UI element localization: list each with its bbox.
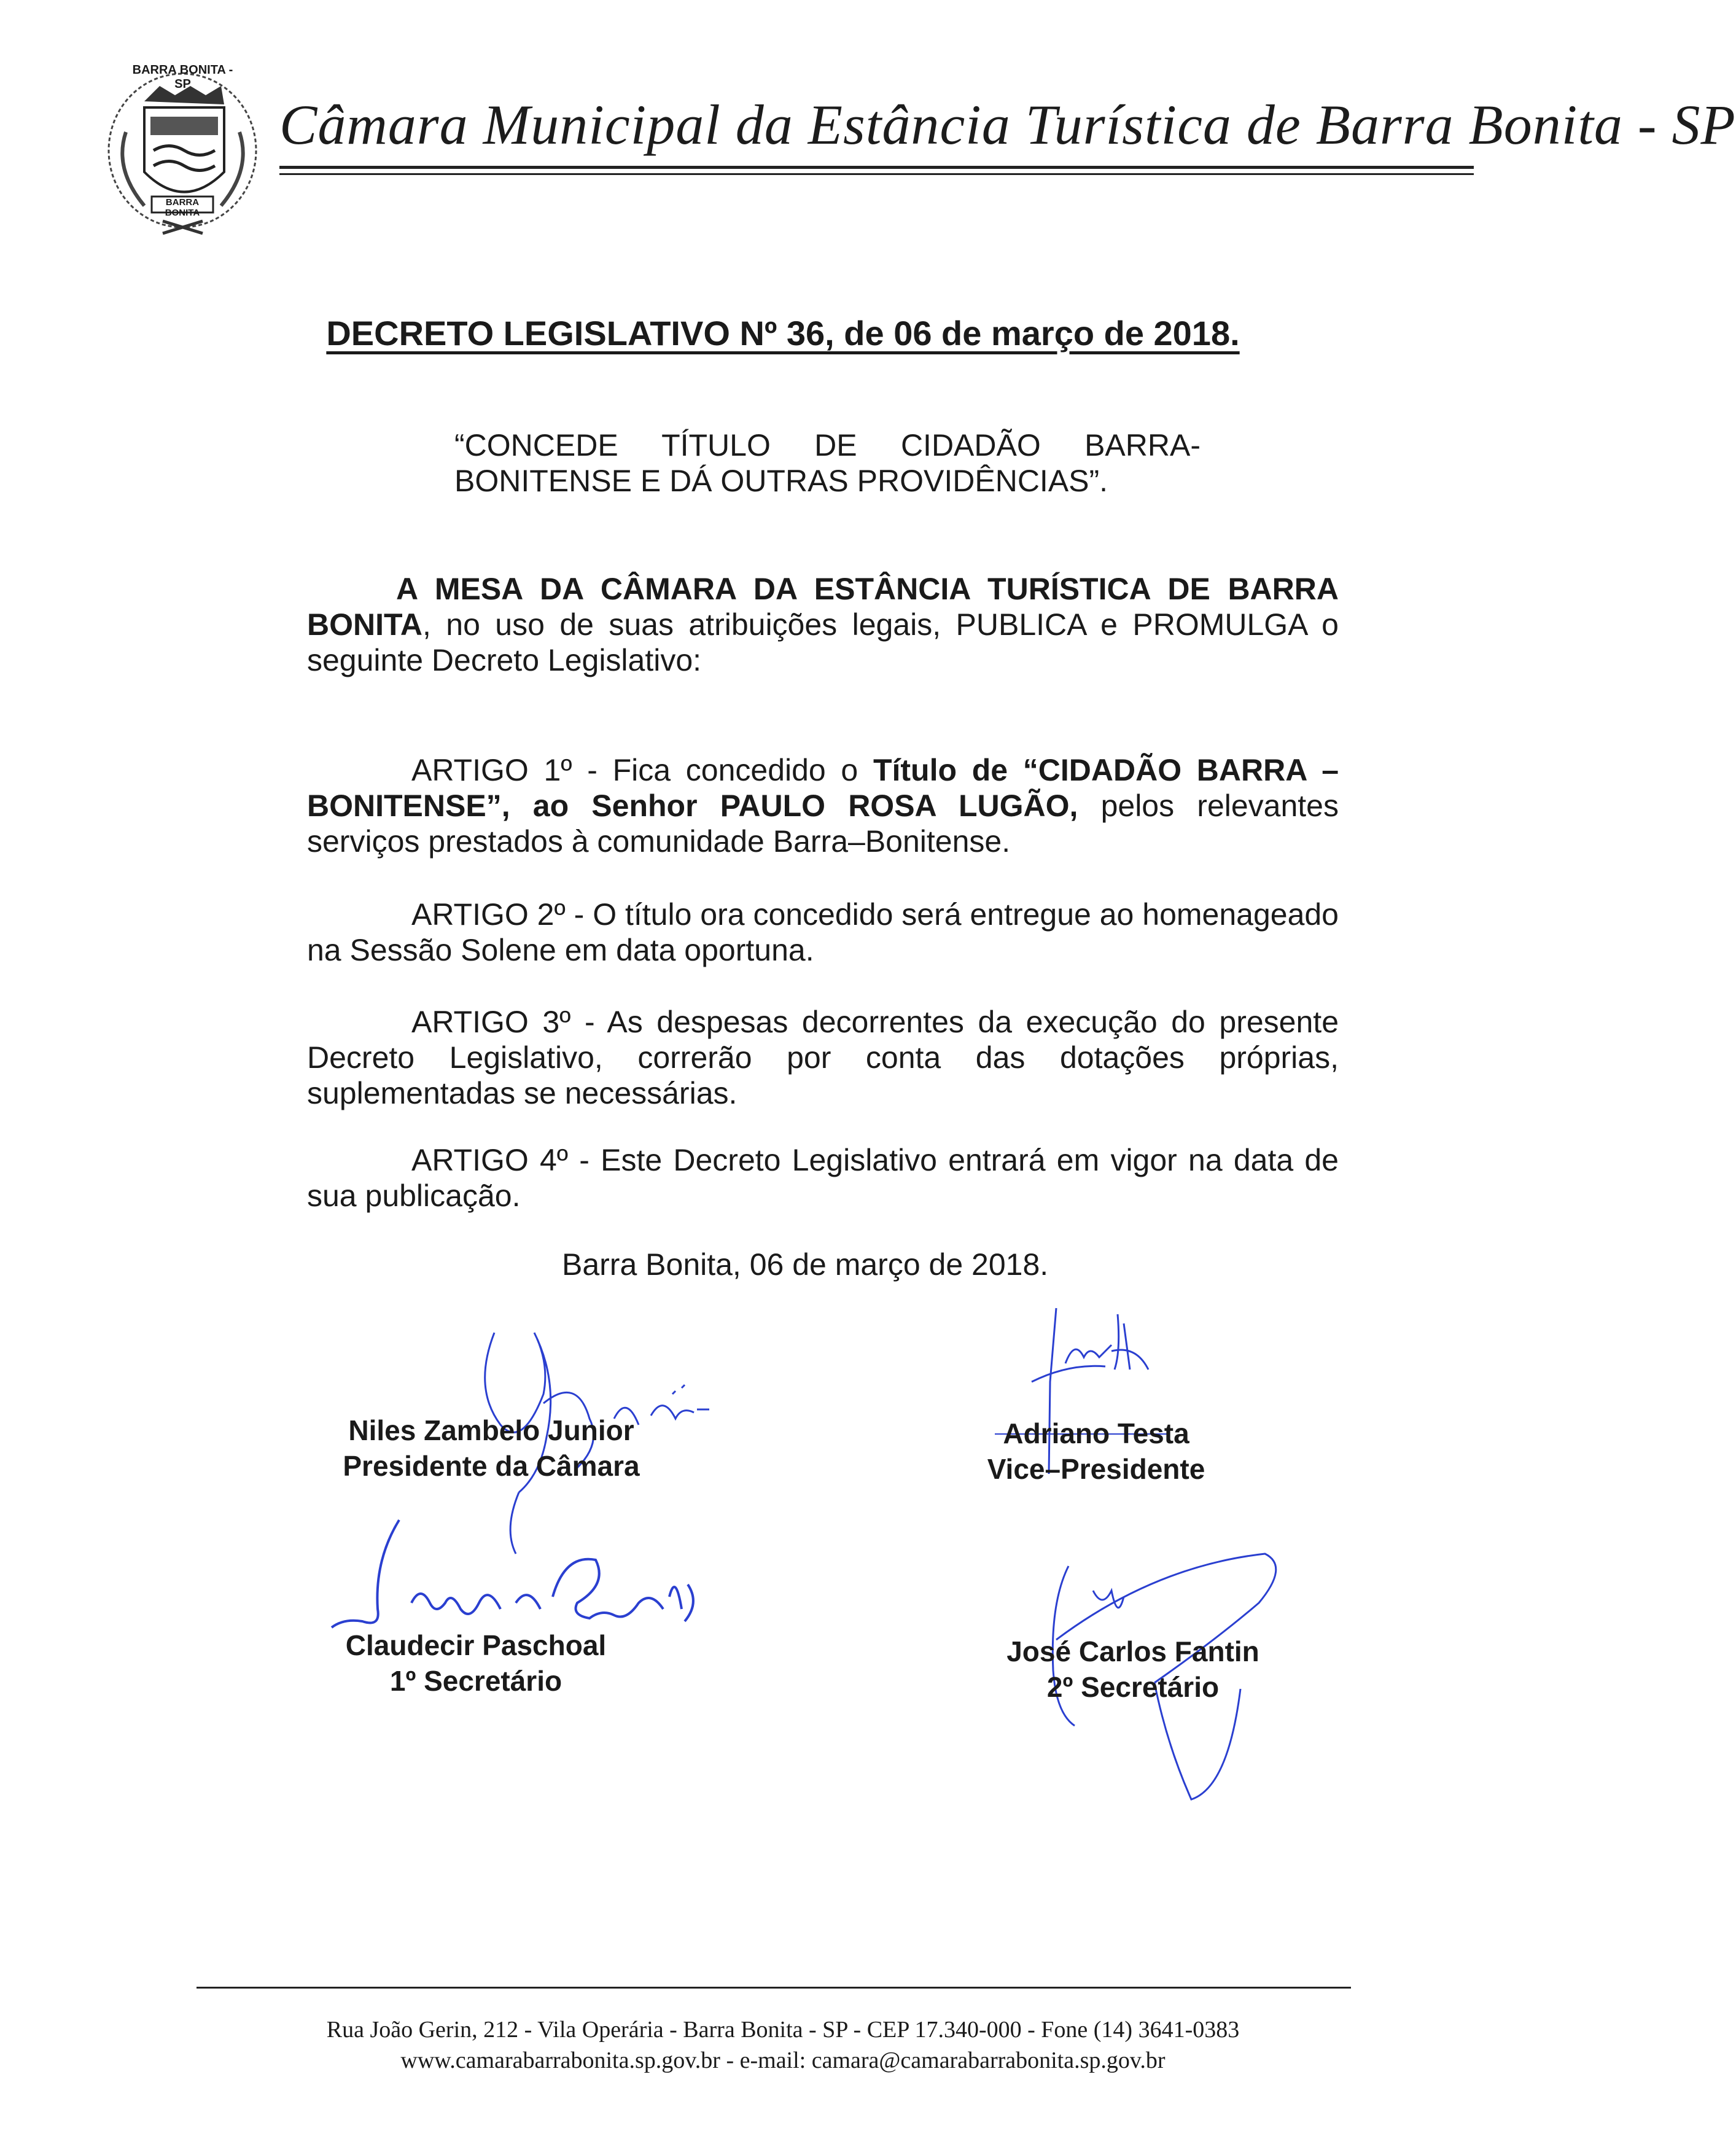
- signatory-president-name: Niles Zambelo Junior: [348, 1414, 634, 1446]
- article-3: ARTIGO 3º - As despesas decorrentes da execução do presente Decreto Legislativo, correrão por conta das dotações próprias, suplementadas se necessárias.: [307, 1005, 1339, 1110]
- article-1-rest: pelos relevantes serviços prestados à comunidade Barra–Bonitense.: [307, 789, 1339, 859]
- article-2: ARTIGO 2º - O título ora concedido será entregue ao homenageado na Sessão Solene em data oportuna.: [307, 897, 1339, 967]
- ementa-line-1: “CONCEDE TÍTULO DE CIDADÃO BARRA-: [454, 428, 1201, 462]
- article-1-bold: Título de “CIDADÃO BARRA – BONITENSE”, ao Senhor PAULO ROSA LUGÃO,: [307, 753, 1339, 823]
- place-date: Barra Bonita, 06 de março de 2018.: [562, 1247, 1049, 1282]
- signatory-second-secretary: [964, 1634, 1302, 1705]
- preamble-rest: , no uso de suas atribuições legais, PUBLICA e PROMULGA o seguinte Decreto Legislativo:: [307, 607, 1339, 677]
- article-1: [307, 752, 1339, 859]
- article-1-lead: ARTIGO 1º - Fica concedido o: [411, 753, 873, 787]
- footer-address: Rua João Gerin, 212 - Vila Operária - Barra Bonita - SP - CEP 17.340-000 - Fone (14) 3641-0383: [326, 2017, 1240, 2043]
- preamble: [307, 571, 1339, 678]
- seal-ribbon-text: BARRA BONITA: [165, 197, 200, 218]
- signatory-first-secretary: [307, 1627, 645, 1699]
- header-rule-bottom: [279, 173, 1474, 175]
- ementa-line-2: BONITENSE E DÁ OUTRAS PROVIDÊNCIAS”.: [454, 464, 1108, 498]
- signatory-second-secretary-role: 2º Secretário: [1046, 1671, 1220, 1703]
- signatory-vice-president-name: Adriano Testa: [1003, 1417, 1189, 1449]
- municipal-seal: [101, 58, 264, 236]
- signatory-vice-president-role: Vice–Presidente: [987, 1453, 1205, 1485]
- signatory-first-secretary-name: Claudecir Paschoal: [345, 1629, 607, 1661]
- institution-title: Câmara Municipal da Estância Turística de Barra Bonita - SP: [279, 93, 1736, 156]
- signatory-president-role: Presidente da Câmara: [343, 1450, 640, 1482]
- decree-title: DECRETO LEGISLATIVO Nº 36, de 06 de março de 2018.: [326, 314, 1240, 353]
- header-rule-top: [279, 166, 1474, 169]
- footer-web-email: www.camarabarrabonita.sp.gov.br - e-mail: camara@camarabarrabonita.sp.gov.br: [400, 2048, 1166, 2073]
- footer-rule: [197, 1987, 1351, 1989]
- article-4: ARTIGO 4º - Este Decreto Legislativo entrará em vigor na data de sua publicação.: [307, 1143, 1339, 1213]
- signatory-president: [307, 1413, 675, 1484]
- signatory-first-secretary-role: 1º Secretário: [389, 1665, 562, 1697]
- signatory-vice-president: [958, 1416, 1234, 1487]
- seal-top-text: BARRA BONITA - SP: [132, 63, 233, 91]
- preamble-bold: A MESA DA CÂMARA DA ESTÂNCIA TURÍSTICA DE BARRA BONITA: [307, 572, 1339, 642]
- signatory-second-secretary-name: José Carlos Fantin: [1006, 1635, 1259, 1667]
